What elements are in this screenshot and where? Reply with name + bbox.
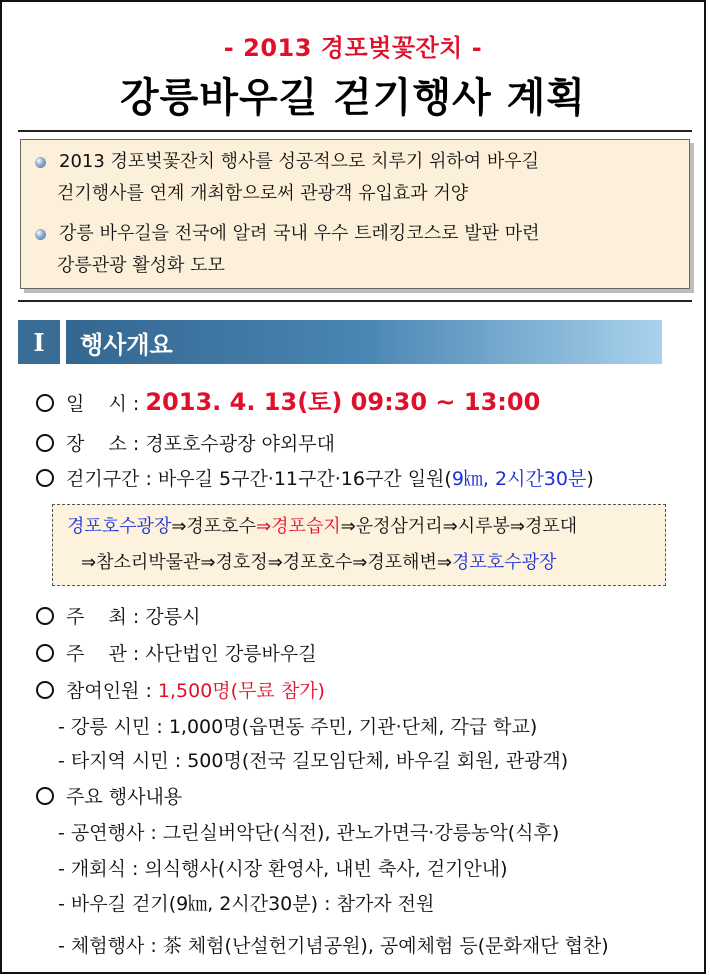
route-wetland: 경포습지 xyxy=(271,516,341,537)
route-start: 경포호수광장 xyxy=(67,516,172,537)
organizer-row xyxy=(36,639,317,666)
event-item-4: - 체험행사 : 茶 체험(난설헌기념공원), 공예체험 등(문화재단 협찬) xyxy=(58,935,609,957)
host-row xyxy=(36,602,200,629)
route-end: 경포호수광장 xyxy=(452,552,557,573)
place-row xyxy=(36,429,335,456)
purpose-bullet-2-line-1: 강릉 바우길을 전국에 알려 국내 우수 트레킹코스로 발판 마련 xyxy=(59,223,540,244)
course-value: 바우길 5구간·11구간·16구간 일원 xyxy=(157,468,445,490)
date-label: 일 시 : xyxy=(66,393,140,415)
place-value: 경포호수광장 야외무대 xyxy=(145,433,335,455)
place-label: 장 소 : xyxy=(66,433,140,455)
participants-sub-2 xyxy=(58,746,568,773)
organizer-value: 사단법인 강릉바우길 xyxy=(145,643,317,665)
host-value: 강릉시 xyxy=(145,606,201,628)
event-item-2: - 개회식 : 의식행사(시장 환영사, 내빈 축사, 걷기안내) xyxy=(58,858,508,880)
title-divider xyxy=(18,130,692,132)
circle-bullet-icon xyxy=(36,787,54,805)
purpose-bullet-1-line-1: 2013 경포벚꽃잔치 행사를 성공적으로 치루기 위하여 바우길 xyxy=(59,151,540,172)
circle-bullet-icon xyxy=(36,644,54,662)
circle-bullet-icon xyxy=(36,607,54,625)
summary-divider xyxy=(18,300,692,302)
participants-value: 1,500명(무료 참가) xyxy=(157,680,325,702)
page-title: 강릉바우길 걷기행사 계획 xyxy=(120,75,586,121)
course-distance-time: 9㎞, 2시간30분 xyxy=(451,468,587,490)
organizer-label: 주 관 : xyxy=(66,643,140,665)
event-item-1: - 공연행사 : 그린실버악단(식전), 관노가면극·강릉농악(식후) xyxy=(58,822,560,844)
route-line-1 xyxy=(67,509,665,545)
circle-bullet-icon xyxy=(36,469,54,487)
section-header xyxy=(18,320,662,364)
bullet-dot-icon xyxy=(35,157,46,168)
participants-row xyxy=(36,676,325,703)
participants-sub-2-value: 500명(전국 길모임단체, 바우길 회원, 관광객) xyxy=(187,750,569,772)
circle-bullet-icon xyxy=(36,394,54,412)
participants-label: 참여인원 : xyxy=(66,680,152,702)
purpose-bullet-1 xyxy=(33,146,677,210)
host-label: 주 최 : xyxy=(66,606,140,628)
event-item-3: - 바우길 걷기(9㎞, 2시간30분) : 참가자 전원 xyxy=(58,893,435,915)
date-row xyxy=(36,382,540,417)
event-subtitle: - 2013 경포벚꽃잔치 - xyxy=(223,34,483,62)
events-label: 주요 행사내용 xyxy=(66,786,183,808)
circle-bullet-icon xyxy=(36,681,54,699)
course-label: 걷기구간 : xyxy=(66,468,152,490)
course-paren-close: ) xyxy=(586,468,594,490)
route-segment: ⇒경포호수 xyxy=(171,516,256,537)
participants-sub-1 xyxy=(58,712,537,739)
events-row xyxy=(36,782,182,809)
section-number: Ⅰ xyxy=(18,320,60,364)
route-segment: ⇒참소리박물관⇒경호정⇒경포호수⇒경포해변⇒ xyxy=(81,552,453,573)
circle-bullet-icon xyxy=(36,434,54,452)
participants-sub-2-label: - 타지역 시민 : xyxy=(58,750,182,772)
bullet-dot-icon xyxy=(35,229,46,240)
route-box xyxy=(52,504,666,586)
date-value: 2013. 4. 13(토) 09:30 ~ 13:00 xyxy=(145,388,541,416)
participants-sub-1-label: - 강릉 시민 : xyxy=(58,716,163,738)
course-row xyxy=(36,464,594,491)
course-paren-open: ( xyxy=(444,468,452,490)
purpose-bullet-2 xyxy=(33,218,677,282)
route-segment: ⇒운정삼거리⇒시루봉⇒경포대 xyxy=(340,516,578,537)
section-title: 행사개요 xyxy=(66,320,662,364)
route-arrow: ⇒ xyxy=(255,516,272,537)
route-line-2 xyxy=(67,545,665,581)
purpose-bullet-2-line-2: 강릉관광 활성화 도모 xyxy=(57,255,225,276)
purpose-bullet-1-line-2: 걷기행사를 연계 개최함으로써 관광객 유입효과 거양 xyxy=(57,183,469,204)
participants-sub-1-value: 1,000명(읍면동 주민, 기관·단체, 각급 학교) xyxy=(168,716,538,738)
purpose-summary-box xyxy=(20,139,690,289)
